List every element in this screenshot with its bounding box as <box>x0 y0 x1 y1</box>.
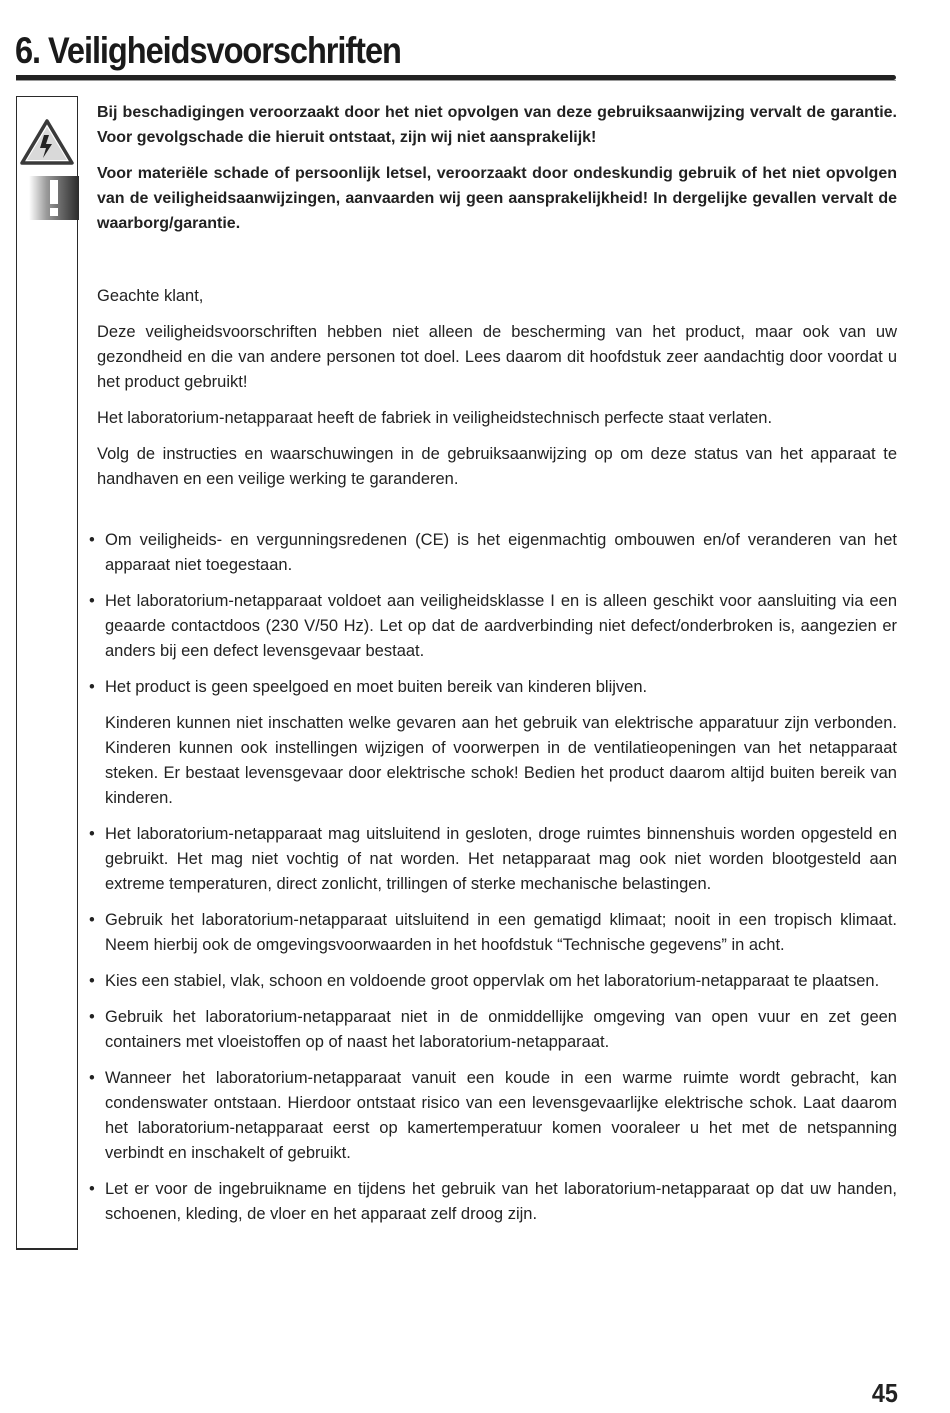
safety-instructions-list <box>89 528 897 1238</box>
list-item-text: Let er voor de ingebruikname en tijdens het gebruik van het laboratorium-netapparaat op dat uw handen, schoenen, kleding, de vloer en het apparaat zelf droog zijn. <box>105 1180 897 1223</box>
list-item-text: Het product is geen speelgoed en moet buiten bereik van kinderen blijven. <box>105 678 648 696</box>
page-title: 6. Veiligheidsvoorschriften <box>15 30 401 71</box>
intro-paragraph: Het laboratorium-netapparaat heeft de fabriek in veiligheidstechnisch perfecte staat verlaten. <box>97 409 773 427</box>
list-item-text: Wanneer het laboratorium-netapparaat vanuit een koude in een warme ruimte wordt gebracht, kan condenswater ontstaan. Hierdoor ontstaat risico van een levensgevaarlijke elektrische schok. Laat daarom het laboratorium-netapparaat eerst op kamertemperatuur komen vooraleer u het met de netspanning verbindt en inschakelt of gebruikt. <box>105 1069 897 1162</box>
list-item <box>89 528 897 578</box>
list-item <box>89 675 897 811</box>
bullet: • <box>89 592 95 610</box>
children-note: Kinderen kunnen niet inschatten welke gevaren aan het gebruik van elektrische apparatuur zijn verbonden. Kinderen kunnen ook instellingen wijzigen of voorwerpen in de ventilatieopeningen van het netapparaat steken. Er bestaat levensgevaar door elektrische schok! Bedien het product daarom altijd buiten bereik van kinderen. <box>105 714 897 807</box>
bullet: • <box>89 1069 95 1087</box>
liability-warning <box>97 100 897 236</box>
bullet: • <box>89 531 95 549</box>
list-item <box>89 969 897 994</box>
list-item <box>89 589 897 664</box>
intro-text <box>97 284 897 492</box>
list-item-text: Kies een stabiel, vlak, schoon en voldoende groot oppervlak om het laboratorium-netapparaat te plaatsen. <box>105 972 880 990</box>
bullet: • <box>89 1180 95 1198</box>
list-item-text: Gebruik het laboratorium-netapparaat uitsluitend in een gematigd klimaat; nooit in een tropisch klimaat. Neem hierbij ook de omgevingsvoorwaarden in het hoofdstuk “Technische gegevens” in acht. <box>105 911 897 954</box>
list-item-text: Gebruik het laboratorium-netapparaat niet in de onmiddellijke omgeving van open vuur en zet geen containers met vloeistoffen op of naast het laboratorium-netapparaat. <box>105 1008 897 1051</box>
list-item <box>89 908 897 958</box>
list-item <box>89 1177 897 1227</box>
warning-sidebar-frame <box>16 96 78 1250</box>
page-number: 45 <box>871 1378 898 1408</box>
warning-paragraph: Voor materiële schade of persoonlijk letsel, veroorzaakt door ondeskundig gebruik of het niet opvolgen van de veiligheidsaanwijzingen, aanvaarden wij geen aansprakelijkheid! In dergelijke gevallen vervalt de waarborg/garantie. <box>97 165 897 232</box>
bullet: • <box>89 1008 95 1026</box>
lightning-warning-icon <box>16 115 78 170</box>
list-item <box>89 822 897 897</box>
list-item-text: Om veiligheids- en vergunningsredenen (CE) is het eigenmachtig ombouwen en/of veranderen van het apparaat niet toegestaan. <box>105 531 897 574</box>
intro-paragraph: Volg de instructies en waarschuwingen in de gebruiksaanwijzing op om deze status van het apparaat te handhaven en een veilige werking te garanderen. <box>97 445 897 488</box>
list-item-text: Het laboratorium-netapparaat voldoet aan veiligheidsklasse I en is alleen geschikt voor aansluiting via een geaarde contactdoos (230 V/50 Hz). Let op dat de aardverbinding niet defect/onderbroken is, aangezien er anders bij een defect levensgevaar bestaat. <box>105 592 897 660</box>
list-item-text: Het laboratorium-netapparaat mag uitsluitend in gesloten, droge ruimtes binnenshuis worden opgesteld en gebruikt. Het mag niet vochtig of nat worden. Het netapparaat mag ook niet worden blootgesteld aan extreme temperaturen, direct zonlicht, trillingen of sterke mechanische belastingen. <box>105 825 897 893</box>
title-underline <box>16 75 896 80</box>
bullet: • <box>89 825 95 843</box>
list-item <box>89 1005 897 1055</box>
salutation: Geachte klant, <box>97 287 204 305</box>
bullet: • <box>89 678 95 696</box>
intro-paragraph: Deze veiligheidsvoorschriften hebben niet alleen de bescherming van het product, maar ook van uw gezondheid en die van andere personen tot doel. Lees daarom dit hoofdstuk zeer aandachtig door voordat u het product gebruikt! <box>97 323 897 391</box>
list-item <box>89 1066 897 1166</box>
bullet: • <box>89 972 95 990</box>
warning-paragraph: Bij beschadigingen veroorzaakt door het niet opvolgen van deze gebruiksaanwijzing vervalt de garantie. Voor gevolgschade die hieruit ontstaat, zijn wij niet aansprakelijk! <box>97 104 897 146</box>
exclamation-icon <box>29 176 79 220</box>
bullet: • <box>89 911 95 929</box>
